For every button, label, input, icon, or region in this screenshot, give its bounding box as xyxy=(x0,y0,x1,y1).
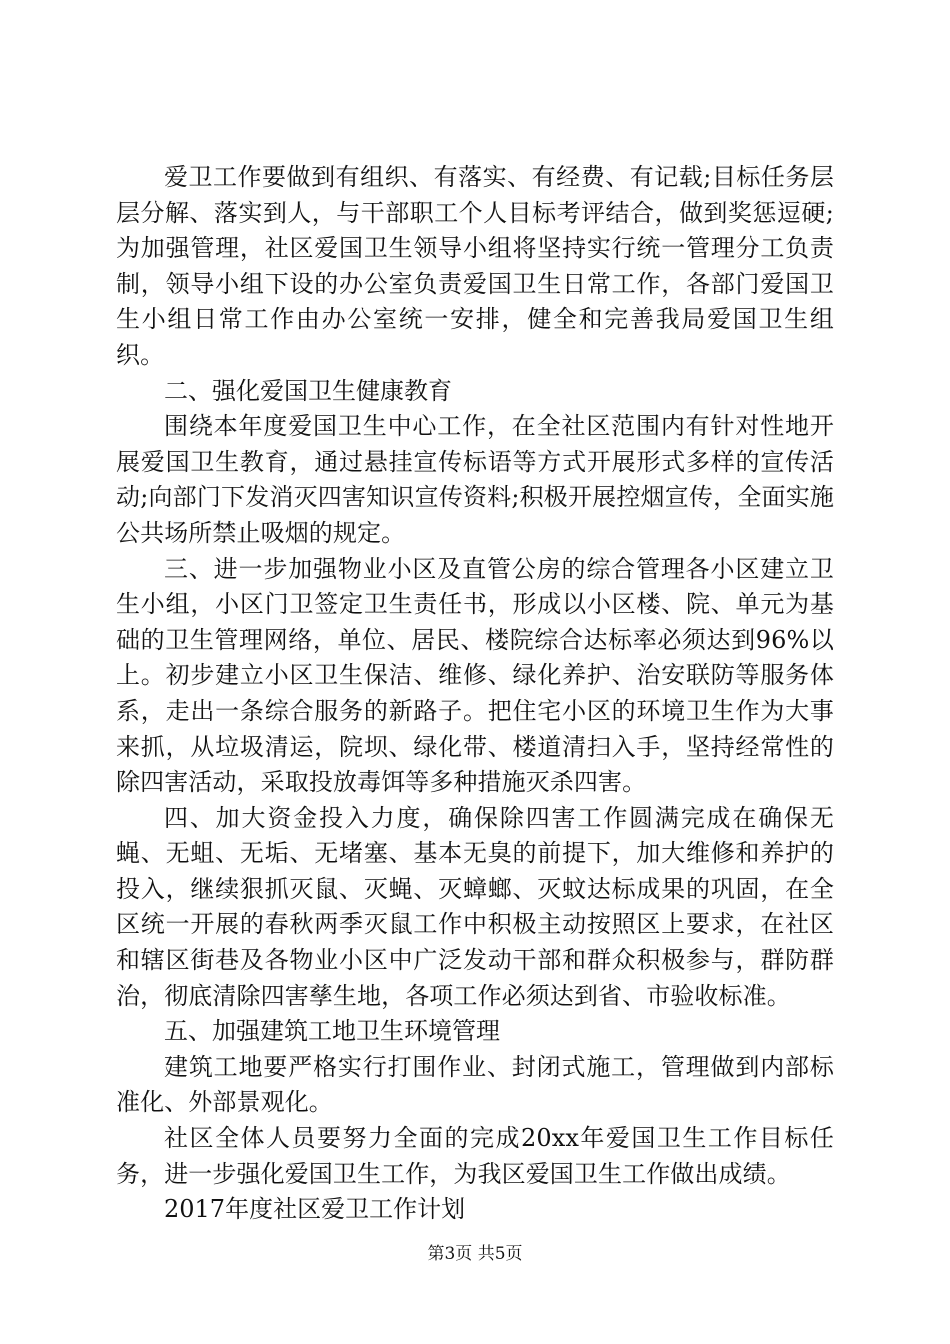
section-heading-construction-sites: 五、加强建筑工地卫生环境管理 xyxy=(164,1017,500,1046)
document-body xyxy=(116,160,834,1228)
section-heading-health-education: 二、强化爱国卫生健康教育 xyxy=(164,376,452,405)
paragraph-funding: 四、加大资金投入力度，确保除四害工作圆满完成在确保无蝇、无蛆、无垢、无堵塞、基本无臭的前提下，加大维修和养护的投入，继续狠抓灭鼠、灭蝇、灭蟑螂、灭蚊达标成果的巩固，在全区统一开展的春秋两季灭鼠工作中积极主动按照区上要求，在社区和辖区街巷及各物业小区中广泛发动干部和群众积极参与，群防群治，彻底清除四害孳生地，各项工作必须达到省、市验收标准。 xyxy=(116,803,834,1010)
paragraph-property-management: 三、进一步加强物业小区及直管公房的综合管理各小区建立卫生小组，小区门卫签定卫生责任书，形成以小区楼、院、单元为基础的卫生管理网络，单位、居民、楼院综合达标率必须达到96%以上。初步建立小区卫生保洁、维修、绿化养护、治安联防等服务体系，走出一条综合服务的新路子。把住宅小区的环境卫生作为大事来抓，从垃圾清运，院坝、绿化带、楼道清扫入手，坚持经常性的除四害活动，采取投放毒饵等多种措施灭杀四害。 xyxy=(116,554,834,797)
plan-title: 2017年度社区爱卫工作计划 xyxy=(164,1195,466,1224)
paragraph-conclusion: 社区全体人员要努力全面的完成20xx年爱国卫生工作目标任务，进一步强化爱国卫生工作，为我区爱国卫生工作做出成绩。 xyxy=(116,1124,834,1188)
paragraph-construction-sites: 建筑工地要严格实行打围作业、封闭式施工，管理做到内部标准化、外部景观化。 xyxy=(116,1052,834,1117)
paragraph-organization: 爱卫工作要做到有组织、有落实、有经费、有记载;目标任务层层分解、落实到人，与干部职工个人目标考评结合，做到奖惩逗硬;为加强管理，社区爱国卫生领导小组将坚持实行统一管理分工负责制，领导小组下设的办公室负责爱国卫生日常工作，各部门爱国卫生小组日常工作由办公室统一安排，健全和完善我局爱国卫生组织。 xyxy=(116,163,834,369)
page-number-footer: 第3页 共5页 xyxy=(427,1244,523,1264)
paragraph-health-education: 围绕本年度爱国卫生中心工作，在全社区范围内有针对性地开展爱国卫生教育，通过悬挂宣传标语等方式开展形式多样的宣传活动;向部门下发消灭四害知识宣传资料;积极开展控烟宣传，全面实施公共场所禁止吸烟的规定。 xyxy=(116,412,834,547)
